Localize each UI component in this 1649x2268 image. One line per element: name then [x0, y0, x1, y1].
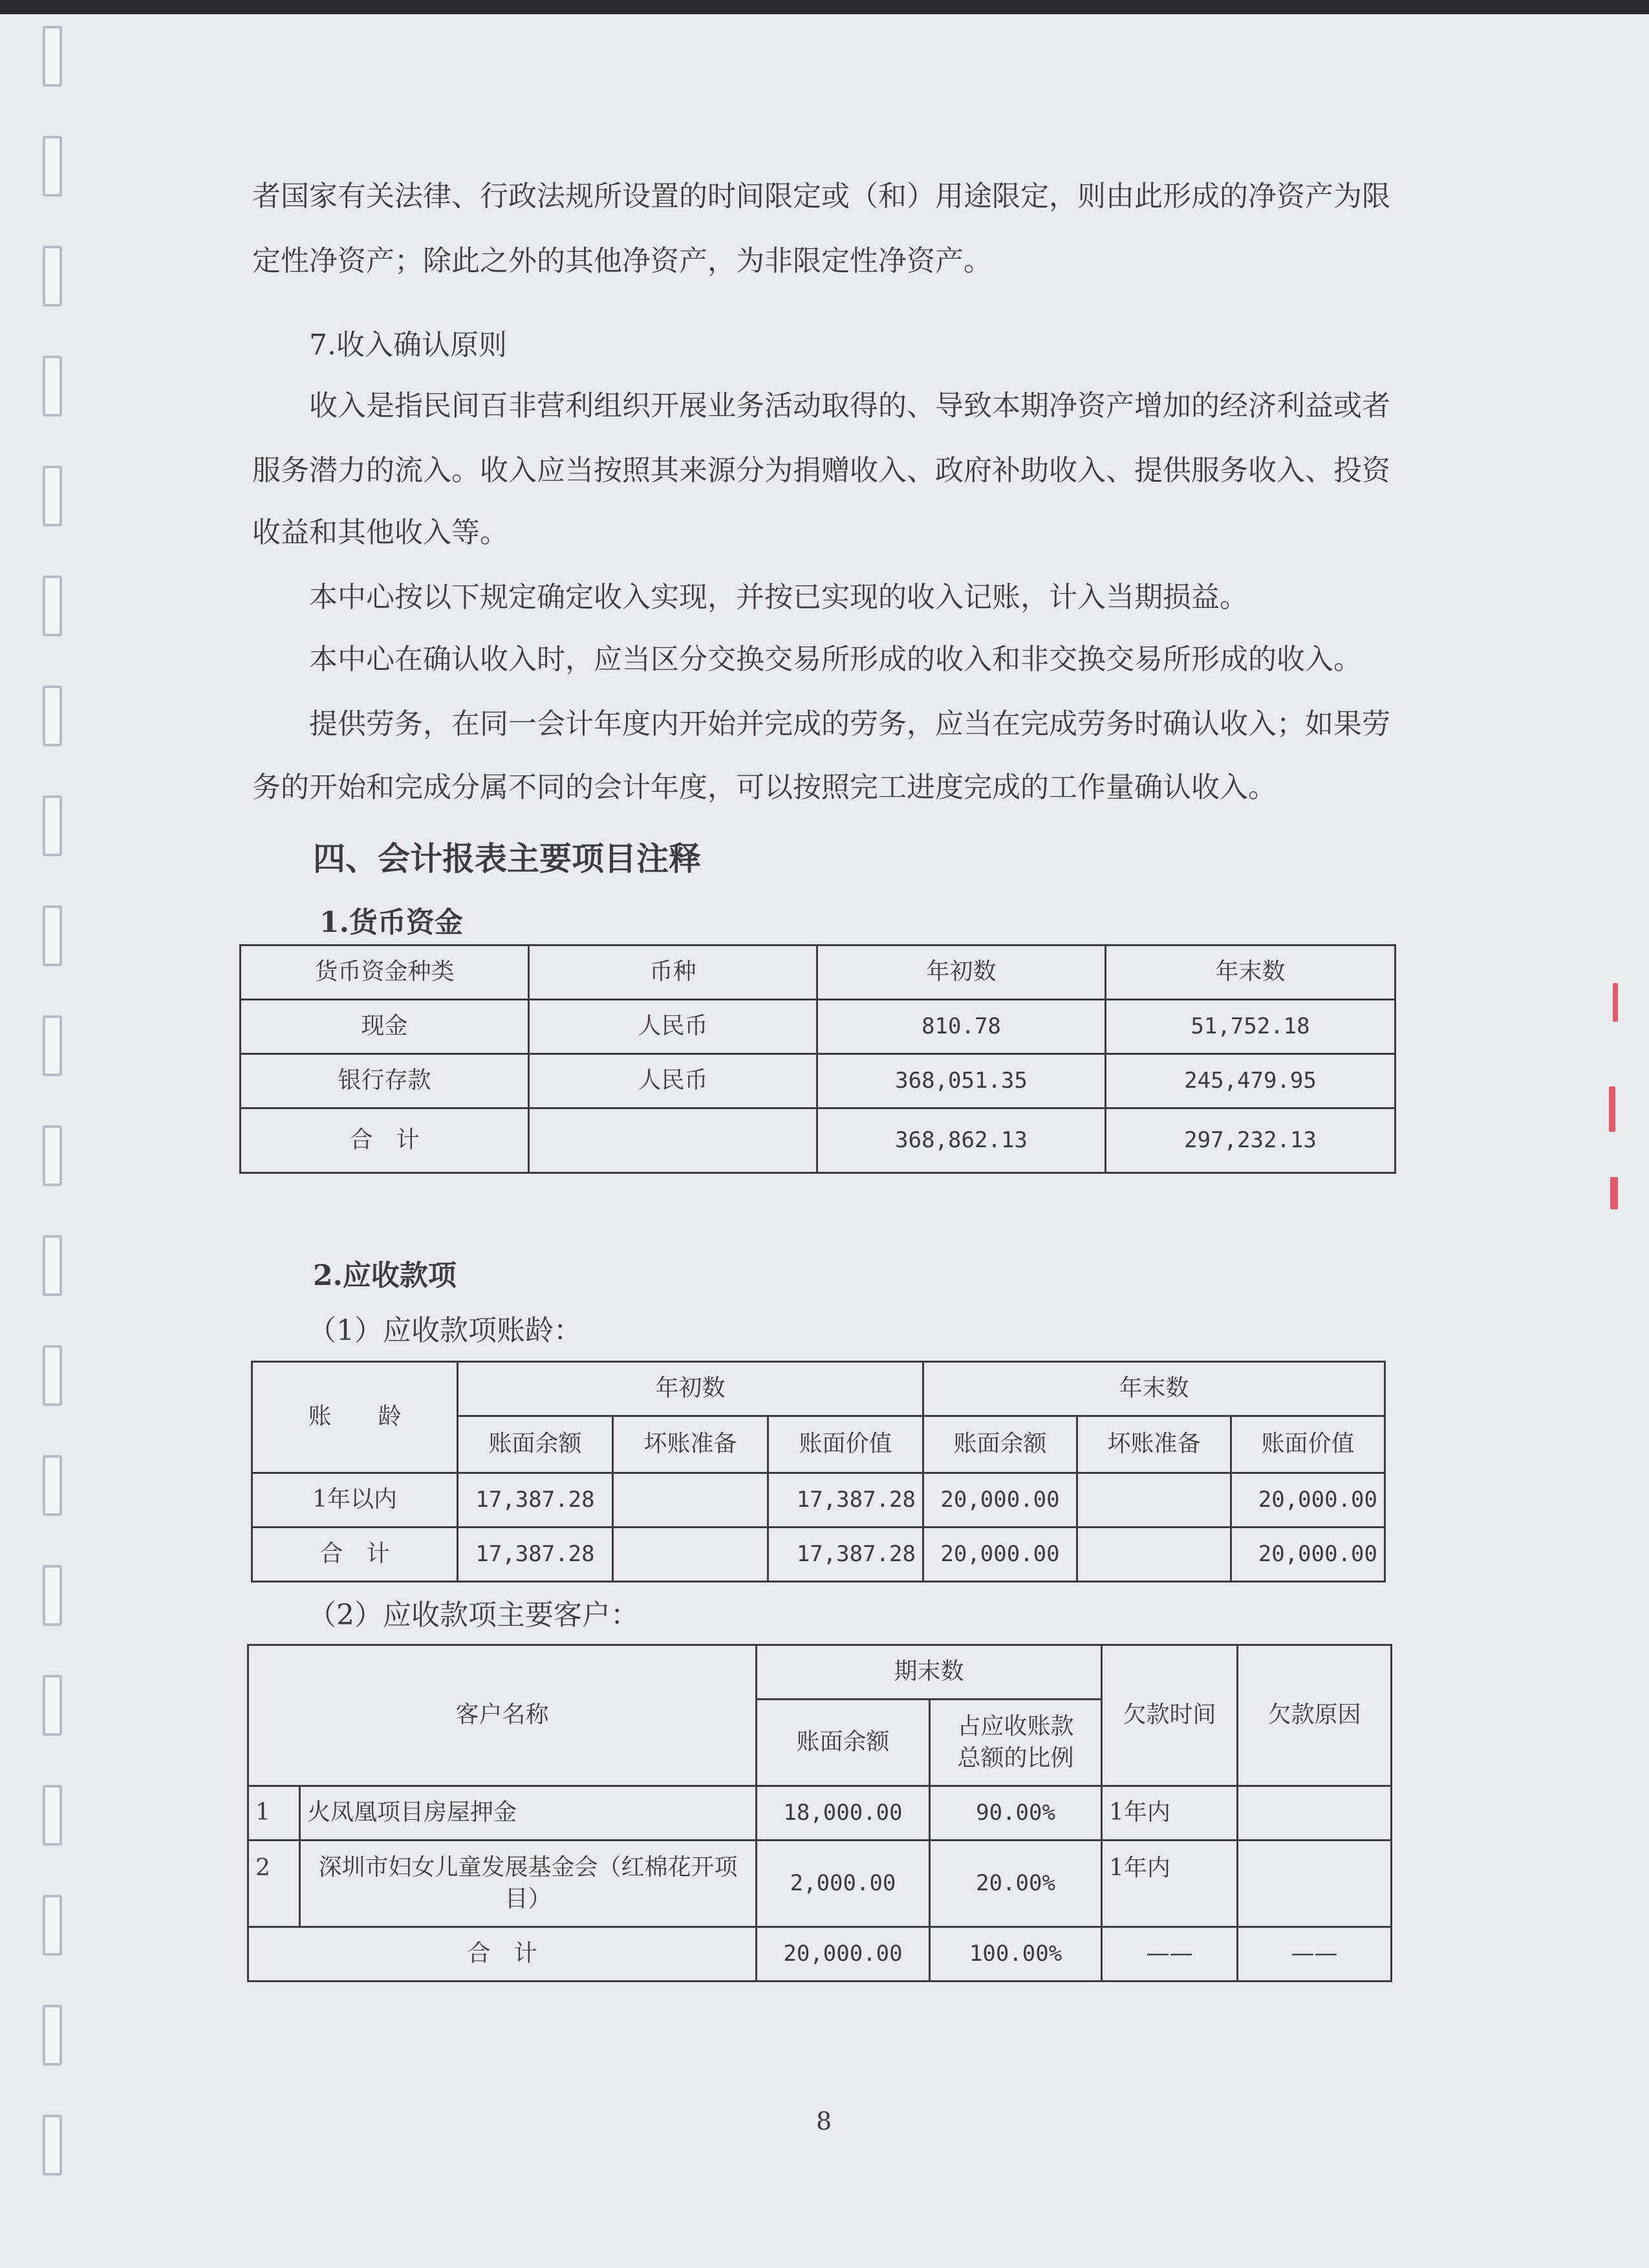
table-cell: 合 计 [252, 1528, 458, 1582]
table-header-cell: 欠款原因 [1238, 1645, 1392, 1786]
table-cell: 810.78 [817, 1000, 1106, 1054]
customers-subheading: （2）应收款项主要客户： [308, 1599, 639, 1632]
table-total-row [248, 1927, 1392, 1982]
table-cell: 人民币 [529, 1000, 817, 1054]
binding-hole [43, 1895, 62, 1956]
table-header-row [241, 945, 1396, 1000]
table-header-cell: 年末数 [1106, 945, 1396, 1000]
binding-hole [43, 1455, 62, 1516]
table-cell: 火凤凰项目房屋押金 [300, 1786, 757, 1841]
table-header-cell: 坏账准备 [613, 1416, 768, 1473]
seal-edge-mark [1610, 1177, 1618, 1209]
paragraph-line: 者国家有关法律、行政法规所设置的时间限定或（和）用途限定，则由此形成的净资产为限 [252, 180, 1390, 213]
binding-holes [43, 26, 69, 2251]
customers-table [247, 1644, 1392, 1982]
paragraph-line: 本中心按以下规定确定收入实现，并按已实现的收入记账，计入当期损益。 [309, 581, 1248, 614]
cash-heading: 1.货币资金 [319, 906, 463, 939]
table-header-cell: 货币资金种类 [241, 945, 529, 1000]
table-header-cell: 年初数 [458, 1362, 923, 1416]
table-cell: 合 计 [248, 1927, 757, 1982]
table-header-cell: 账面价值 [768, 1416, 923, 1473]
binding-hole [43, 1125, 62, 1186]
table-cell: —— [1102, 1927, 1238, 1982]
table-header-cell: 期末数 [757, 1645, 1102, 1700]
table-cell: 17,387.28 [768, 1473, 923, 1528]
binding-hole [43, 2115, 62, 2176]
binding-hole [43, 576, 62, 636]
table-row [248, 1786, 1392, 1841]
table-cell: 2,000.00 [757, 1841, 930, 1927]
paragraph-line: 务的开始和完成分属不同的会计年度，可以按照完工进度完成的工作量确认收入。 [252, 771, 1277, 804]
table-header-cell: 账面余额 [923, 1416, 1077, 1473]
paragraph-line: 提供劳务，在同一会计年度内开始并完成的劳务，应当在完成劳务时确认收入；如果劳 [309, 707, 1390, 740]
table-header-cell: 年初数 [817, 945, 1106, 1000]
table-cell: 17,387.28 [458, 1528, 613, 1582]
table-cell: —— [1238, 1927, 1392, 1982]
binding-hole [43, 1015, 62, 1076]
table-total-row [252, 1528, 1385, 1582]
table-cell: 51,752.18 [1106, 1000, 1396, 1054]
paragraph-line: 收入是指民间百非营利组织开展业务活动取得的、导致本期净资产增加的经济利益或者 [309, 389, 1390, 422]
table-header-cell: 账 龄 [252, 1362, 458, 1473]
table-cell: 1年内 [1102, 1841, 1238, 1927]
binding-hole [43, 686, 62, 746]
table-header-cell: 账面余额 [458, 1416, 613, 1473]
table-cell: 297,232.13 [1106, 1108, 1396, 1173]
table-row [248, 1841, 1392, 1927]
paragraph-line: 服务潜力的流入。收入应当按照其来源分为捐赠收入、政府补助收入、提供服务收入、投资 [252, 454, 1390, 487]
table-cell: 20,000.00 [923, 1473, 1077, 1528]
section-7-heading: 7.收入确认原则 [309, 329, 507, 362]
binding-hole [43, 466, 62, 526]
table-cell: 1年以内 [252, 1473, 458, 1528]
table-header-row [248, 1645, 1392, 1700]
table-cell: 90.00% [930, 1786, 1102, 1841]
table-row [252, 1473, 1385, 1528]
cash-table [239, 944, 1396, 1174]
table-row [241, 1054, 1396, 1108]
table-cell: 银行存款 [241, 1054, 529, 1108]
binding-hole [43, 1235, 62, 1296]
binding-hole [43, 1565, 62, 1626]
binding-hole [43, 1675, 62, 1736]
table-header-cell: 占应收账款总额的比例 [930, 1700, 1102, 1786]
table-cell: 2 [248, 1841, 300, 1927]
table-cell: 20.00% [930, 1841, 1102, 1927]
table-header-cell: 币种 [529, 945, 817, 1000]
table-cell [529, 1108, 817, 1173]
table-cell: 17,387.28 [458, 1473, 613, 1528]
seal-edge-mark [1613, 983, 1618, 1022]
page-number: 8 [816, 2107, 832, 2135]
table-cell: 深圳市妇女儿童发展基金会（红棉花开项目） [300, 1841, 757, 1927]
table-cell: 现金 [241, 1000, 529, 1054]
binding-hole [43, 905, 62, 966]
table-cell: 1 [248, 1786, 300, 1841]
table-cell: 368,051.35 [817, 1054, 1106, 1108]
paragraph-line: 定性净资产；除此之外的其他净资产，为非限定性净资产。 [252, 244, 992, 277]
binding-hole [43, 1345, 62, 1406]
receivables-heading: 2.应收款项 [313, 1259, 457, 1292]
table-header-cell: 坏账准备 [1077, 1416, 1231, 1473]
binding-hole [43, 356, 62, 416]
binding-hole [43, 795, 62, 856]
table-cell: 20,000.00 [757, 1927, 930, 1982]
binding-hole [43, 136, 62, 197]
table-header-row [252, 1362, 1385, 1416]
table-cell [1238, 1841, 1392, 1927]
table-header-cell: 客户名称 [248, 1645, 757, 1786]
paragraph-line: 本中心在确认收入时，应当区分交换交易所形成的收入和非交换交易所形成的收入。 [309, 643, 1362, 676]
binding-hole [43, 2005, 62, 2066]
table-header-cell: 欠款时间 [1102, 1645, 1238, 1786]
table-row [241, 1000, 1396, 1054]
aging-table [251, 1361, 1386, 1582]
table-cell: 368,862.13 [817, 1108, 1106, 1173]
table-cell: 18,000.00 [757, 1786, 930, 1841]
table-header-cell: 年末数 [923, 1362, 1385, 1416]
table-cell: 合 计 [241, 1108, 529, 1173]
table-cell [613, 1528, 768, 1582]
table-cell: 20,000.00 [1231, 1473, 1385, 1528]
table-cell [613, 1473, 768, 1528]
seal-edge-mark [1609, 1086, 1615, 1132]
paragraph-line: 收益和其他收入等。 [252, 516, 508, 549]
section-4-heading: 四、会计报表主要项目注释 [313, 839, 701, 878]
table-header-cell: 账面价值 [1231, 1416, 1385, 1473]
table-cell: 100.00% [930, 1927, 1102, 1982]
table-cell [1077, 1528, 1231, 1582]
scan-top-edge [0, 0, 1649, 14]
table-total-row [241, 1108, 1396, 1173]
table-cell: 17,387.28 [768, 1528, 923, 1582]
binding-hole [43, 1785, 62, 1846]
table-cell: 20,000.00 [923, 1528, 1077, 1582]
table-cell [1238, 1786, 1392, 1841]
binding-hole [43, 246, 62, 307]
table-cell: 人民币 [529, 1054, 817, 1108]
aging-subheading: （1）应收款项账龄： [308, 1314, 582, 1347]
table-cell: 20,000.00 [1231, 1528, 1385, 1582]
table-cell: 245,479.95 [1106, 1054, 1396, 1108]
binding-hole [43, 26, 62, 87]
table-cell: 1年内 [1102, 1786, 1238, 1841]
table-cell [1077, 1473, 1231, 1528]
table-header-cell: 账面余额 [757, 1700, 930, 1786]
